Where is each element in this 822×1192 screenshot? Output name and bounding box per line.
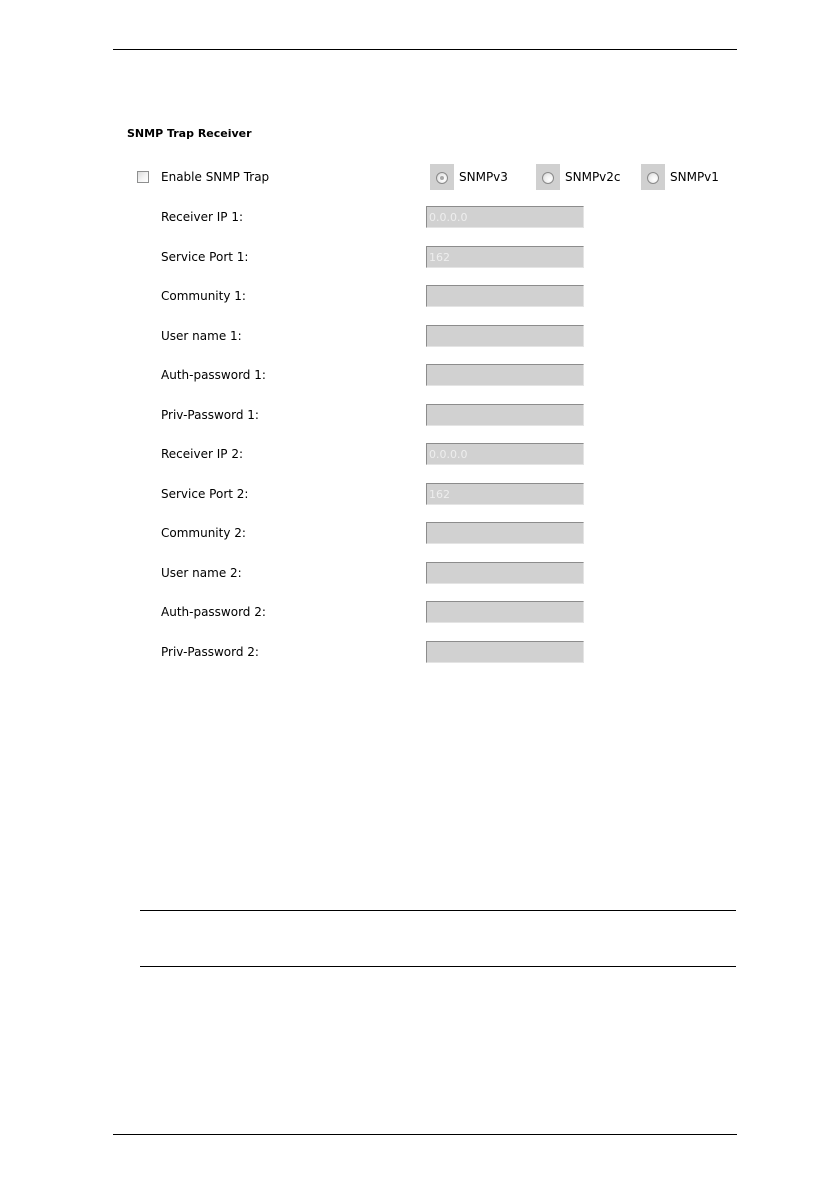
field-label: User name 2: xyxy=(161,566,242,580)
field-label: Service Port 2: xyxy=(161,487,249,501)
header-rule xyxy=(113,49,737,50)
priv-password-1-input[interactable] xyxy=(426,404,584,426)
field-label: User name 1: xyxy=(161,329,242,343)
service-port-1-input[interactable] xyxy=(426,246,584,268)
radio-snmpv3[interactable] xyxy=(436,172,448,184)
auth-password-1-input[interactable] xyxy=(426,364,584,386)
field-label: Auth-password 1: xyxy=(161,368,266,382)
field-label: Auth-password 2: xyxy=(161,605,266,619)
note-rule-top xyxy=(140,910,736,911)
section-title: SNMP Trap Receiver xyxy=(127,127,252,140)
priv-password-2-input[interactable] xyxy=(426,641,584,663)
receiver-ip-1-input[interactable] xyxy=(426,206,584,228)
radio-snmpv1-label: SNMPv1 xyxy=(670,170,719,184)
field-label: Priv-Password 1: xyxy=(161,408,259,422)
user-name-2-input[interactable] xyxy=(426,562,584,584)
field-label: Service Port 1: xyxy=(161,250,249,264)
radio-snmpv1[interactable] xyxy=(647,172,659,184)
radio-snmpv2c-label: SNMPv2c xyxy=(565,170,621,184)
field-label: Community 1: xyxy=(161,289,246,303)
auth-password-2-input[interactable] xyxy=(426,601,584,623)
footer-rule xyxy=(113,1134,737,1135)
community-2-input[interactable] xyxy=(426,522,584,544)
user-name-1-input[interactable] xyxy=(426,325,584,347)
radio-snmpv3-label: SNMPv3 xyxy=(459,170,508,184)
field-label: Community 2: xyxy=(161,526,246,540)
note-rule-bottom xyxy=(140,966,736,967)
radio-snmpv2c[interactable] xyxy=(542,172,554,184)
field-label: Priv-Password 2: xyxy=(161,645,259,659)
community-1-input[interactable] xyxy=(426,285,584,307)
field-label: Receiver IP 1: xyxy=(161,210,243,224)
radio-selected-dot xyxy=(440,176,444,180)
enable-snmp-trap-checkbox[interactable] xyxy=(137,171,149,183)
service-port-2-input[interactable] xyxy=(426,483,584,505)
enable-snmp-trap-label: Enable SNMP Trap xyxy=(161,170,270,184)
receiver-ip-2-input[interactable] xyxy=(426,443,584,465)
field-label: Receiver IP 2: xyxy=(161,447,243,461)
